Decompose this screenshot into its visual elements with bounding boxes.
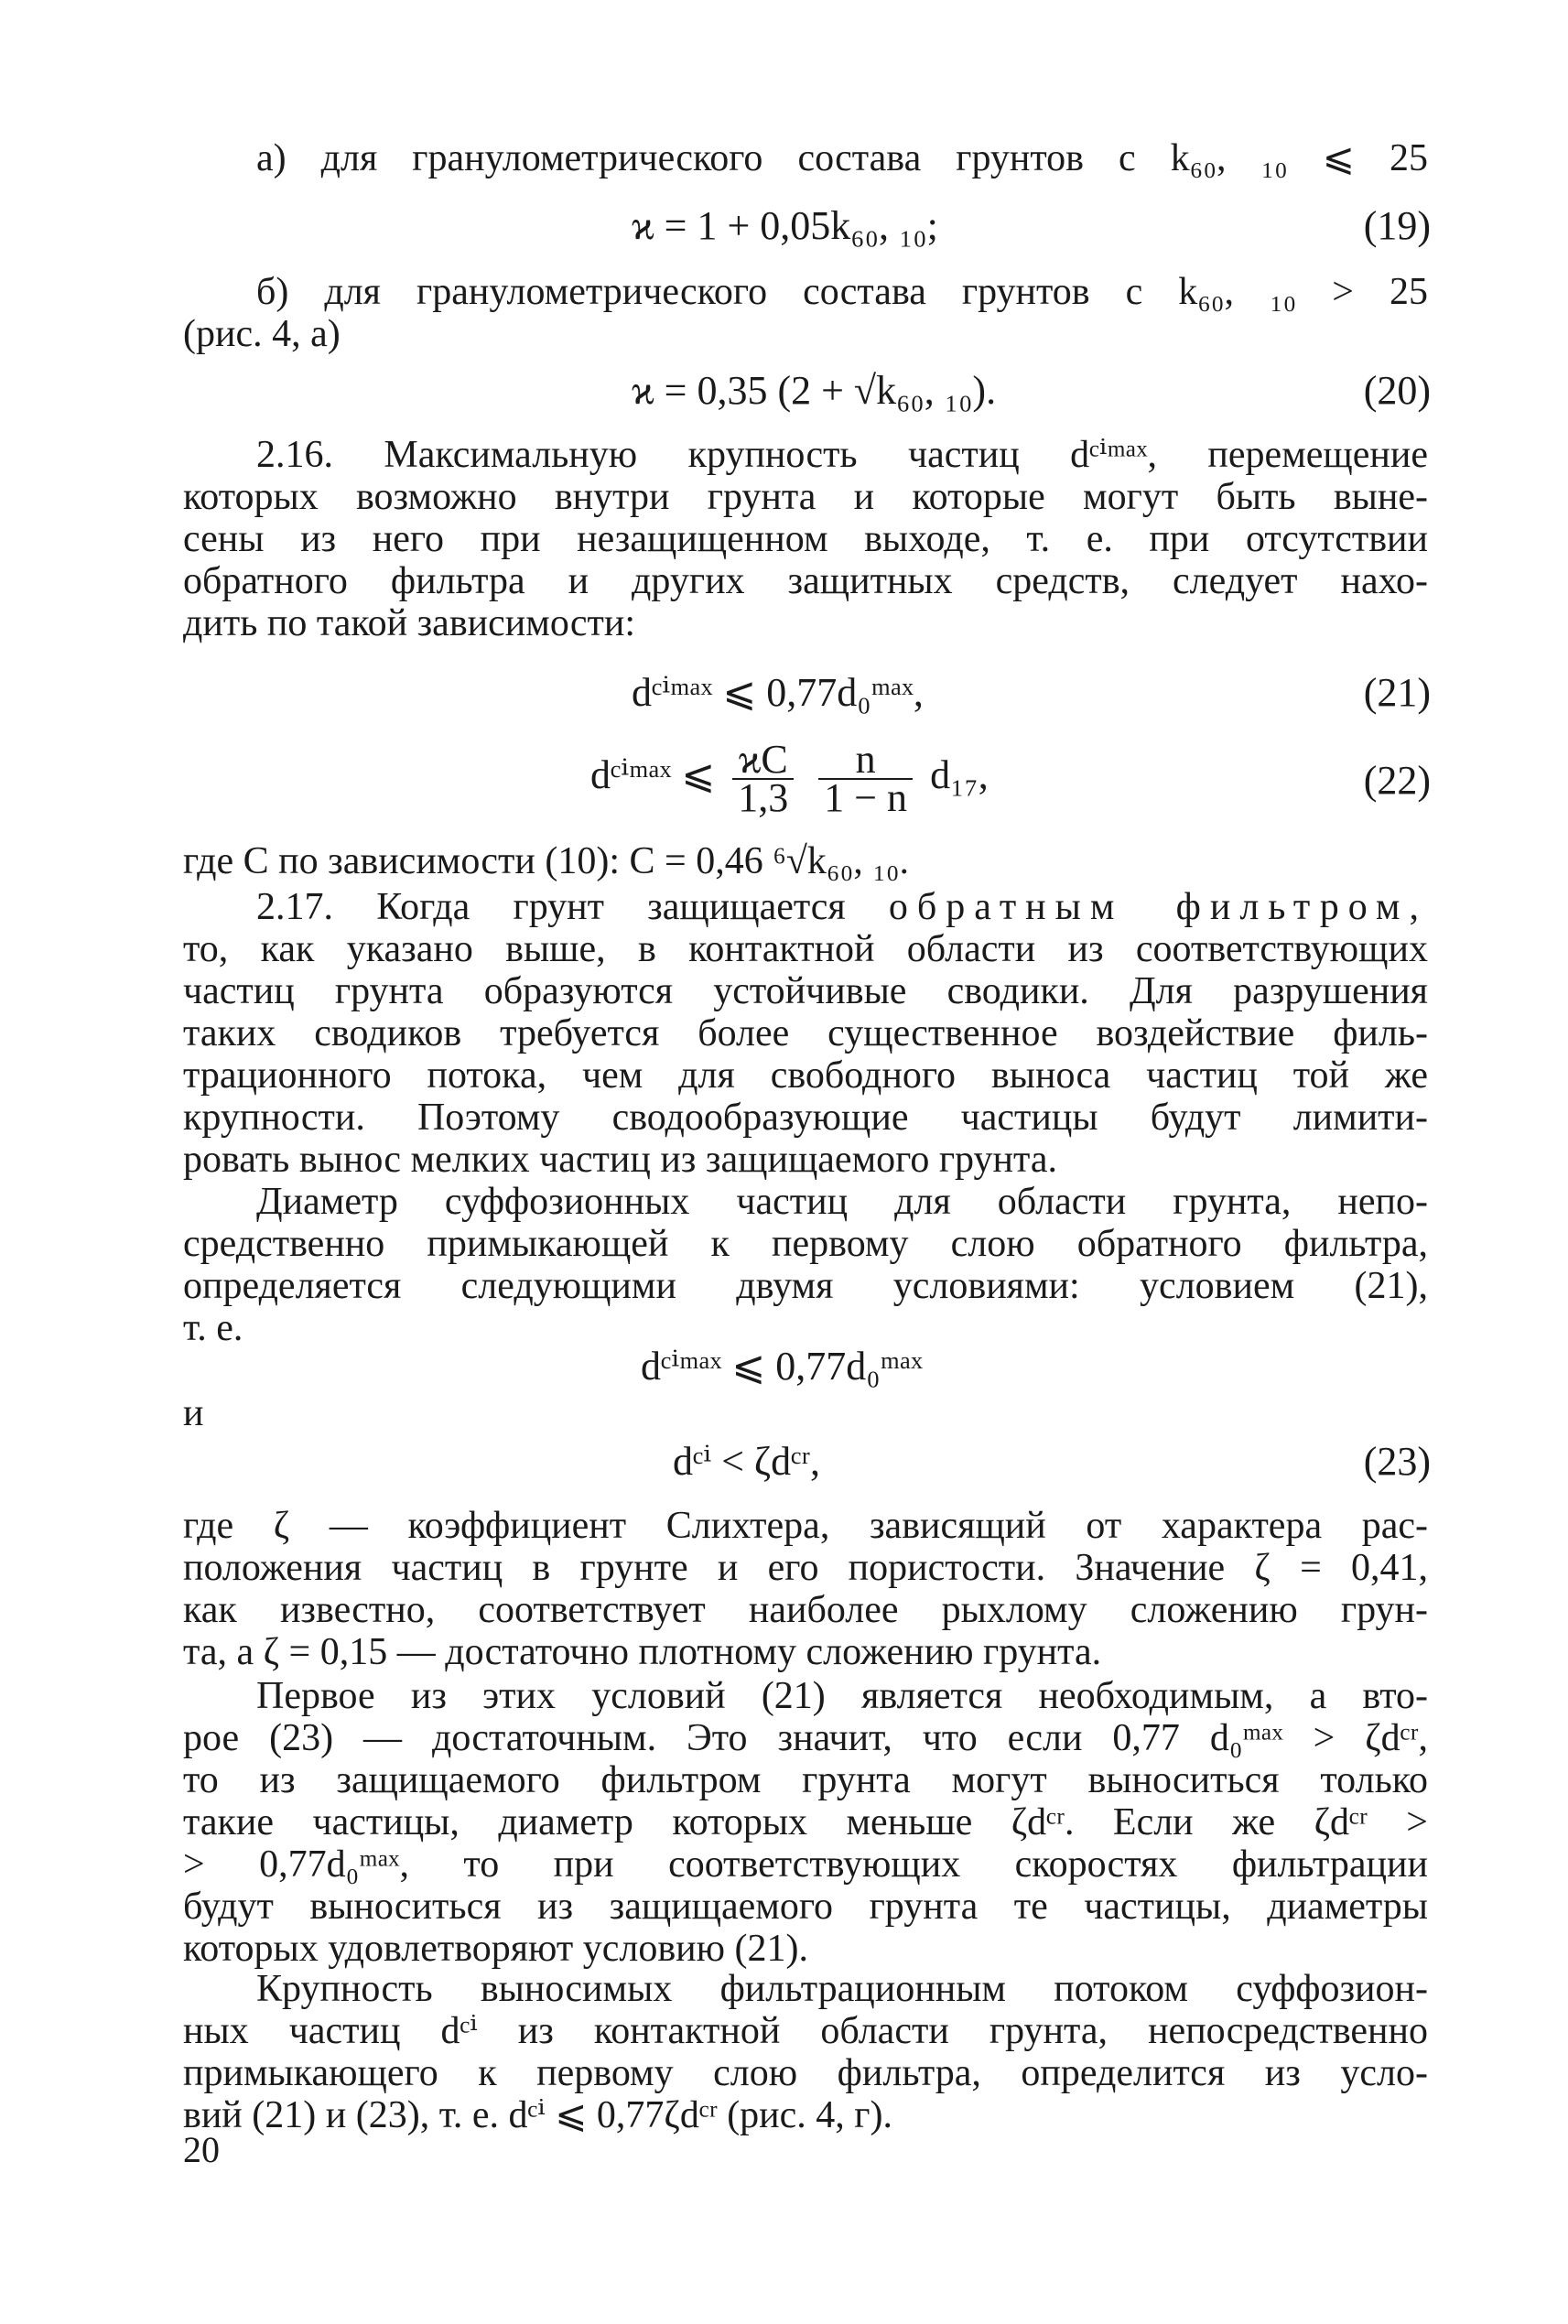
equation-19: ϰ = 1 + 0,05k₆₀, ₁₀;: [632, 203, 938, 248]
equation-number-23: (23): [1363, 1439, 1431, 1484]
paragraph-zeta: где ζ — коэффициент Слихтера, зависящий от характера рас- положения частиц в грунте и его пористости. Значение ζ = 0,41, как известно, соответствует наиболее рыхлому сложению грун- та, а ζ = 0,15 — достаточно плотному сложению грунта.: [183, 1505, 1428, 1673]
paragraph-2-16: 2.16. Максимальную крупность частиц dᶜⁱᵐᵃˣ, перемещение которых возможно внутри грунта и которые могут быть выне- сены из него при незащищенном выходе, т. е. при отсутствии обратного фильтра и других защитных средств, следует нахо- дить по такой зависимости:: [183, 434, 1428, 644]
equation-21-repeat: dᶜⁱᵐᵃˣ ⩽ 0,77d₀ᵐᵃˣ: [641, 1344, 923, 1389]
paragraph-2-17: 2.17. Когда грунт защищается обратным фильтром, то, как указано выше, в контактной области из соответствующих частиц грунта образуются устойчивые сводики. Для разрушения таких сводиков требуется более существенное воздействие филь- трационного потока, чем для свободного выноса частиц той же крупности. Поэтому сводообразующие частицы будут лимити- ровать вынос мелких частиц из защищаемого грунта.: [183, 886, 1428, 1181]
paragraph-b: б) для гранулометрического состава грунтов с k₆₀, ₁₀ > 25 (рис. 4, а): [183, 271, 1428, 355]
paragraph-a: а) для гранулометрического состава грунтов с k₆₀, ₁₀ ⩽ 25: [256, 137, 1428, 179]
equation-number-21: (21): [1363, 670, 1431, 715]
equation-21: dᶜⁱᵐᵃˣ ⩽ 0,77d₀ᵐᵃˣ,: [632, 670, 924, 715]
equation-23: dᶜⁱ < ζdᶜʳ,: [673, 1439, 820, 1484]
paragraph-first-condition: Первое из этих условий (21) является необходимым, а вто- рое (23) — достаточным. Это значит, что если 0,77 d₀ᵐᵃˣ > ζdᶜʳ, то из защищаемого фильтром грунта могут выноситься только такие частицы, диаметр которых меньше ζdᶜʳ. Если же ζdᶜʳ > > 0,77d₀ᵐᵃˣ, то при соответствующих скоростях фильтрации будут выноситься из защищаемого грунта те частицы, диаметры которых удовлетворяют условию (21).: [183, 1675, 1428, 1970]
page-number: 20: [183, 2129, 220, 2170]
equation-number-20: (20): [1363, 368, 1431, 413]
conjunction-and: и: [183, 1392, 204, 1434]
equation-20: ϰ = 0,35 (2 + √k₆₀, ₁₀).: [632, 368, 997, 413]
where-c-line: где C по зависимости (10): C = 0,46 ⁶√k₆₀, ₁₀.: [183, 840, 909, 882]
paragraph-diameter: Диаметр суффозионных частиц для области грунта, непо- средственно примыкающей к первому слою обратного фильтра, определяется следующими двумя условиями: условием (21), т. е.: [183, 1181, 1428, 1349]
fraction-2: $\frac{n}{1 - n}$: [818, 741, 913, 816]
fraction-1: $\frac{ϰC}{1,3}$: [732, 741, 794, 816]
equation-number-19: (19): [1363, 203, 1431, 248]
equation-22: dᶜⁱᵐᵃˣ ⩽ $\frac{ϰC}{1,3}$ $\frac{n}{1 - n}$ d₁₇,: [590, 737, 989, 820]
equation-number-22: (22): [1363, 758, 1431, 803]
paragraph-size: Крупность выносимых фильтрационным потоком суффозион- ных частиц dᶜⁱ из контактной области грунта, непосредственно примыкающего к первому слою фильтра, определится из усло- вий (21) и (23), т. е. dᶜⁱ ⩽ 0,77ζdᶜʳ (рис. 4, г).: [183, 1968, 1428, 2136]
